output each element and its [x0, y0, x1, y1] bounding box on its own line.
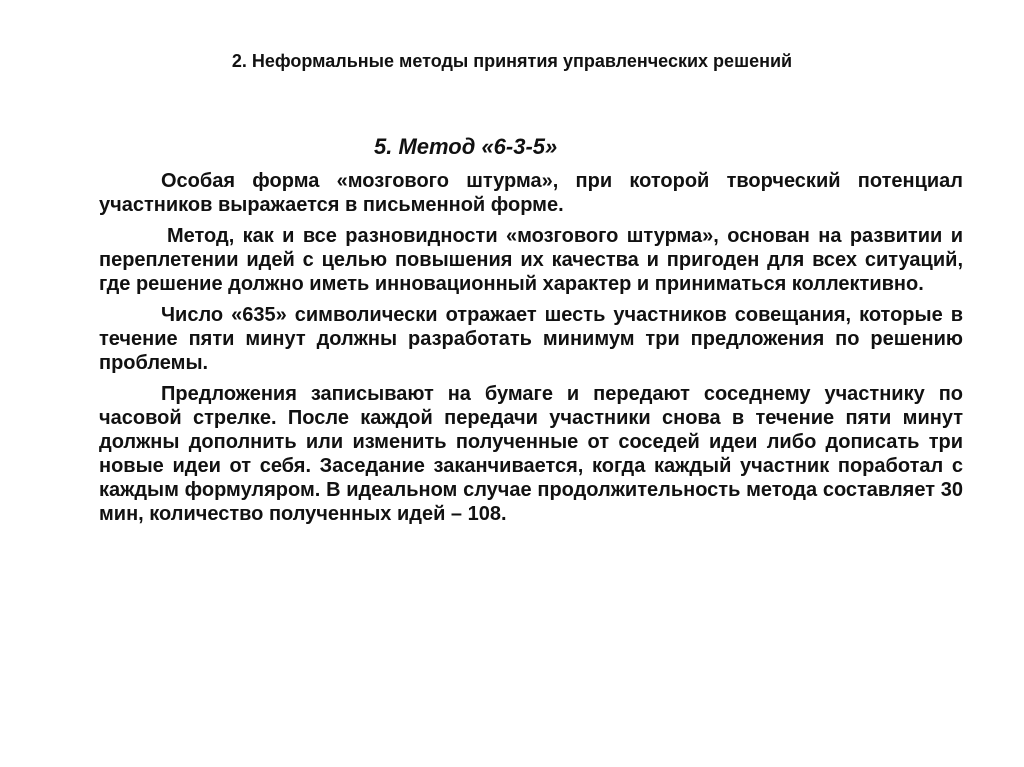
paragraph-method-basis: Метод, как и все разновидности «мозгового штурма», основан на развитии и переплетении идей с целью повышения их качества и пригоден для всех ситуаций, где решение должно иметь инновационный характер и приниматься коллективно. — [99, 225, 963, 295]
section-heading: 5. Метод «6-3-5» — [374, 134, 558, 159]
paragraph-definition: Особая форма «мозгового штурма», при которой творческий потенциал участников выражается в письменной форме. — [99, 170, 963, 216]
slide-body — [99, 169, 963, 533]
paragraph-number-meaning: Число «635» символически отражает шесть участников совещания, которые в течение пяти минут должны разработать минимум три предложения по решению проблемы. — [99, 304, 963, 374]
slide-title: 2. Неформальные методы принятия управленческих решений — [231, 51, 793, 71]
paragraph-procedure: Предложения записывают на бумаге и передают соседнему участнику по часовой стрелке. После каждой передачи участники снова в течение пяти минут должны дополнить или изменить полученные от соседей идеи либо дописать три новые идеи от себя. Заседание заканчивается, когда каждый участник поработал с каждым формуляром. В идеальном случае продолжительность метода составляет 30 мин, количество полученных идей – 108. — [99, 383, 963, 525]
